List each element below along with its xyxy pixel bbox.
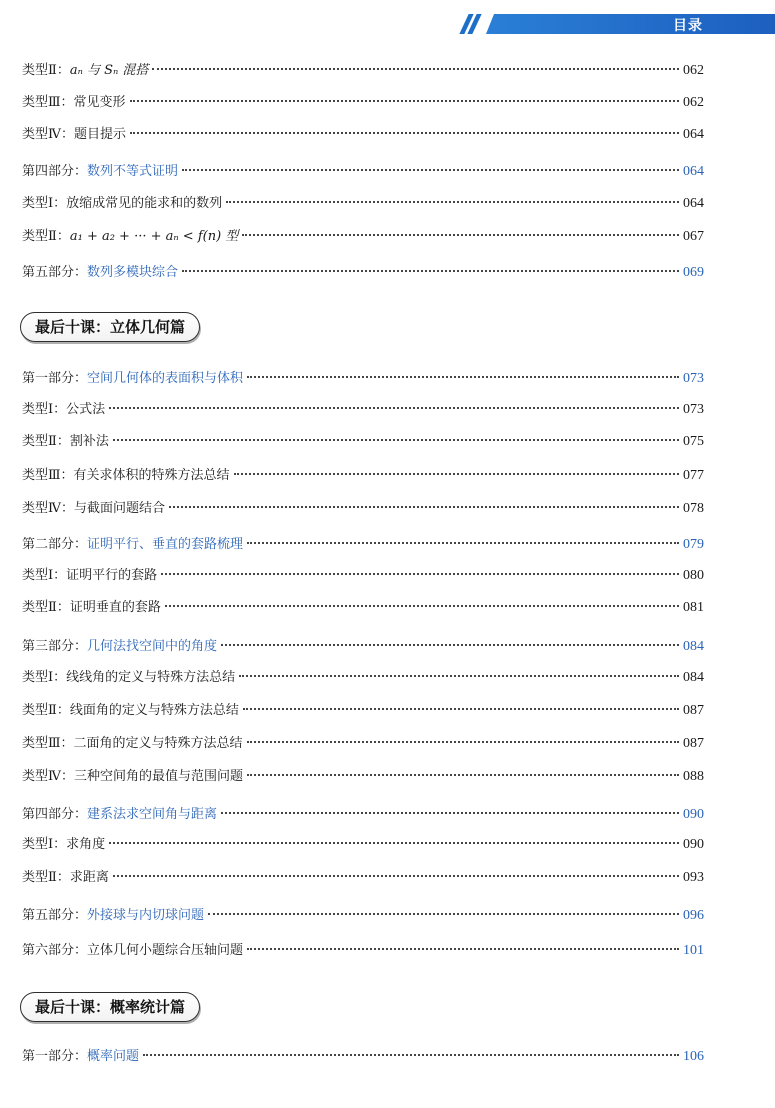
entry-page: 073 [683,371,704,386]
leader-dots [109,406,679,409]
entry-title: 线面角的定义与特殊方法总结 [69,703,239,718]
leader-dots [247,740,679,743]
toc-entry[interactable] [22,195,704,213]
leader-dots [130,131,679,134]
entry-page: 075 [683,434,704,449]
leader-dots [242,233,679,236]
entry-label: 类型Ⅲ： [22,95,74,110]
toc-entry[interactable] [22,599,704,617]
entry-title: 证明平行的套路 [66,568,158,583]
entry-label: 类型Ⅳ： [22,127,74,142]
toc-entry[interactable] [22,567,704,585]
toc-entry[interactable] [22,735,704,753]
entry-page: 079 [683,537,704,552]
leader-dots [130,99,679,102]
leader-dots [221,811,679,814]
entry-label: 类型Ⅰ： [22,670,67,685]
entry-label: 类型Ⅱ： [22,63,70,78]
entry-page: 087 [683,736,704,751]
entry-page: 073 [683,402,704,417]
entry-page: 090 [683,807,704,822]
section-heading-geometry[interactable]: 最后十课：立体几何篇 [20,312,200,342]
entry-page: 101 [683,943,704,958]
leader-dots [161,572,679,575]
leader-dots [247,773,679,776]
toc-part-entry[interactable] [22,536,704,554]
leader-dots [226,200,679,203]
entry-title: 证明垂直的套路 [69,600,161,615]
entry-title: 求角度 [66,837,106,852]
entry-math: a₁ + a₂ + ··· + aₙ < f(n) 型 [69,229,239,244]
entry-label: 类型Ⅱ： [22,870,70,885]
entry-title: 题目提示 [74,127,127,142]
part-label: 第五部分： [22,908,88,923]
leader-dots [247,375,679,378]
part-label: 第五部分： [22,265,88,280]
entry-page: 106 [683,1049,704,1064]
entry-page: 080 [683,568,704,583]
leader-dots [247,947,679,950]
toc-entry[interactable] [22,768,704,786]
toc-part-entry[interactable] [22,370,704,388]
part-title: 建系法求空间角与距离 [87,807,218,822]
toc-part-entry[interactable] [22,1048,704,1066]
entry-page: 087 [683,703,704,718]
entry-label: 类型Ⅱ： [22,703,70,718]
entry-page: 078 [683,501,704,516]
entry-title: 常见变形 [73,95,126,110]
entry-title: 线线角的定义与特殊方法总结 [66,670,236,685]
entry-label: 类型Ⅳ： [22,769,74,784]
entry-label: 类型Ⅲ： [22,736,74,751]
leader-dots [182,168,679,171]
entry-page: 088 [683,769,704,784]
entry-page: 084 [683,670,704,685]
entry-label: 类型Ⅰ： [22,568,67,583]
part-label: 第三部分： [22,639,88,654]
entry-title: 公式法 [66,402,106,417]
toc-entry[interactable] [22,669,704,687]
entry-page: 062 [683,95,704,110]
leader-dots [208,912,679,915]
leader-dots [165,604,679,607]
entry-page: 093 [683,870,704,885]
entry-title: 割补法 [69,434,109,449]
toc-entry[interactable] [22,401,704,419]
entry-label: 类型Ⅰ： [22,402,67,417]
entry-label: 类型Ⅰ： [22,196,67,211]
toc-part-entry[interactable] [22,907,704,925]
leader-dots [221,643,679,646]
entry-page: 077 [683,468,704,483]
toc-entry[interactable] [22,869,704,887]
entry-label: 类型Ⅱ： [22,229,70,244]
toc-entry[interactable] [22,500,704,518]
leader-dots [113,438,679,441]
toc-entry[interactable] [22,62,704,80]
part-label: 第一部分： [22,1049,88,1064]
entry-label: 类型Ⅱ： [22,600,70,615]
leader-dots [109,841,679,844]
leader-dots [243,707,679,710]
toc-entry[interactable] [22,228,704,246]
section-heading-probability[interactable]: 最后十课：概率统计篇 [20,992,200,1022]
entry-page: 064 [683,164,704,179]
leader-dots [113,874,679,877]
entry-page: 067 [683,229,704,244]
part-title: 概率问题 [87,1049,140,1064]
entry-label: 类型Ⅳ： [22,501,74,516]
entry-page: 064 [683,127,704,142]
part-title: 外接球与内切球问题 [87,908,205,923]
leader-dots [182,269,679,272]
entry-label: 类型Ⅲ： [22,468,74,483]
part-title: 证明平行、垂直的套路梳理 [87,537,244,552]
part-label: 第四部分： [22,164,88,179]
part-label: 第一部分： [22,371,88,386]
toc-part-entry[interactable] [22,806,704,824]
toc-entry[interactable] [22,836,704,854]
leader-dots [239,674,679,677]
part-title: 空间几何体的表面积与体积 [87,371,244,386]
toc-part-entry[interactable] [22,264,704,282]
toc-entry[interactable] [22,433,704,451]
part-title: 立体几何小题综合压轴问题 [87,943,244,958]
toc-entry[interactable] [22,467,704,485]
entry-title: 放缩成常见的能求和的数列 [66,196,223,211]
entry-label: 类型Ⅰ： [22,837,67,852]
entry-title: 有关求体积的特殊方法总结 [73,468,230,483]
leader-dots [169,505,679,508]
entry-page: 090 [683,837,704,852]
entry-math: aₙ 与 Sₙ 混搭 [69,63,149,78]
entry-page: 064 [683,196,704,211]
part-label: 第六部分： [22,943,88,958]
toc-entry[interactable] [22,702,704,720]
toc-part-entry[interactable] [22,638,704,656]
toc-part-entry[interactable] [22,942,704,960]
entry-page: 084 [683,639,704,654]
entry-label: 类型Ⅱ： [22,434,70,449]
toc-header [460,14,775,34]
leader-dots [247,541,679,544]
header-bar [486,14,775,34]
leader-dots [143,1053,679,1056]
entry-title: 与截面问题结合 [74,501,166,516]
part-title: 数列多模块综合 [87,265,179,280]
part-label: 第二部分： [22,537,88,552]
part-title: 几何法找空间中的角度 [87,639,218,654]
header-title: 目录 [673,18,703,34]
entry-title: 求距离 [69,870,109,885]
entry-page: 062 [683,63,704,78]
entry-page: 081 [683,600,704,615]
entry-page: 069 [683,265,704,280]
toc-entry[interactable] [22,126,704,144]
part-label: 第四部分： [22,807,88,822]
leader-dots [152,67,679,70]
toc-part-entry[interactable] [22,163,704,181]
entry-title: 三种空间角的最值与范围问题 [74,769,244,784]
leader-dots [234,472,679,475]
entry-title: 二面角的定义与特殊方法总结 [73,736,243,751]
toc-entry[interactable] [22,94,704,112]
part-title: 数列不等式证明 [87,164,179,179]
entry-page: 096 [683,908,704,923]
